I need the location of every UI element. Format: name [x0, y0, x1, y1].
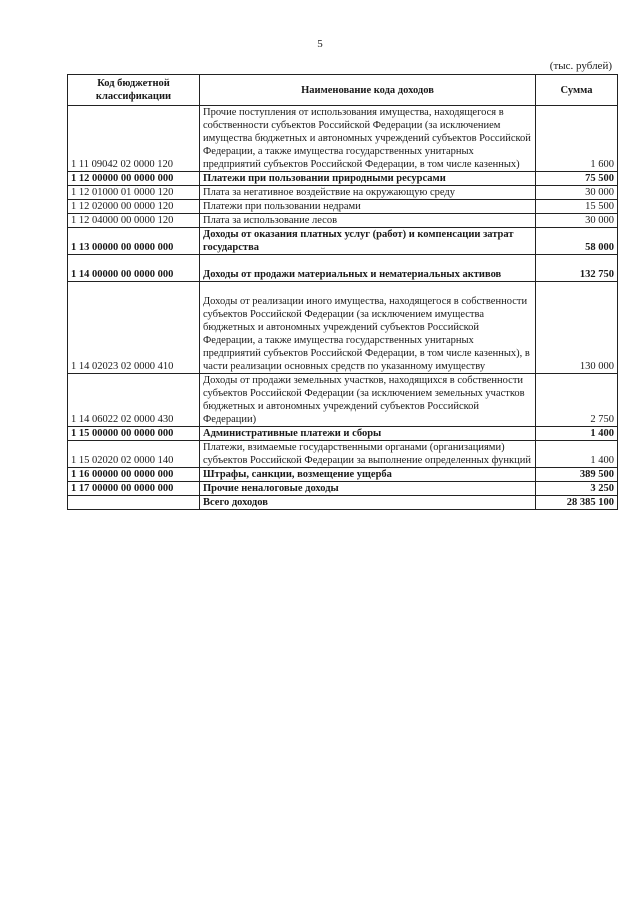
row-code: 1 11 09042 02 0000 120 [68, 106, 200, 172]
row-code: 1 15 00000 00 0000 000 [68, 427, 200, 441]
row-code: 1 16 00000 00 0000 000 [68, 468, 200, 482]
row-name: Платежи, взимаемые государственными органами (организациями) субъектов Российской Федерации за выполнение определенных функций [200, 441, 536, 468]
table-row [68, 186, 618, 200]
row-name: Платежи при пользовании недрами [200, 200, 536, 214]
row-name: Плата за использование лесов [200, 214, 536, 228]
header-code: Код бюджетной классификации [68, 75, 200, 106]
row-code: 1 12 00000 00 0000 000 [68, 172, 200, 186]
row-name: Доходы от оказания платных услуг (работ) и компенсации затрат государства [200, 228, 536, 255]
row-amount: 1 600 [536, 106, 618, 172]
row-code: 1 14 00000 00 0000 000 [68, 255, 200, 282]
table-row [68, 228, 618, 255]
table-row [68, 482, 618, 496]
row-code: 1 17 00000 00 0000 000 [68, 482, 200, 496]
row-amount: 1 400 [536, 427, 618, 441]
units-label: (тыс. рублей) [549, 60, 612, 72]
table-row [68, 255, 618, 282]
row-code: 1 13 00000 00 0000 000 [68, 228, 200, 255]
row-amount: 132 750 [536, 255, 618, 282]
row-code: 1 14 06022 02 0000 430 [68, 374, 200, 427]
row-amount: 30 000 [536, 214, 618, 228]
row-name: Прочие поступления от использования имущества, находящегося в собственности субъектов Российской Федерации (за исключением имущества бюджетных и автономных учреждений субъектов Российской Федерации, а также имущества государственных унитарных предприятий субъектов Российской Федерации, в том числе казенных) [200, 106, 536, 172]
row-name: Штрафы, санкции, возмещение ущерба [200, 468, 536, 482]
revenue-table [67, 74, 618, 510]
row-amount: 30 000 [536, 186, 618, 200]
row-name: Платежи при пользовании природными ресурсами [200, 172, 536, 186]
table-row [68, 214, 618, 228]
page-number: 5 [317, 38, 323, 50]
total-amount: 28 385 100 [536, 496, 618, 510]
row-amount: 15 500 [536, 200, 618, 214]
row-amount: 130 000 [536, 282, 618, 374]
row-code: 1 12 01000 01 0000 120 [68, 186, 200, 200]
row-name: Плата за негативное воздействие на окружающую среду [200, 186, 536, 200]
table-row [68, 427, 618, 441]
table-row [68, 106, 618, 172]
total-row [68, 496, 618, 510]
row-amount: 75 500 [536, 172, 618, 186]
row-name: Административные платежи и сборы [200, 427, 536, 441]
row-code: 1 12 02000 00 0000 120 [68, 200, 200, 214]
total-label: Всего доходов [200, 496, 536, 510]
row-amount: 2 750 [536, 374, 618, 427]
table-row [68, 441, 618, 468]
table-row [68, 172, 618, 186]
row-name: Доходы от продажи земельных участков, находящихся в собственности субъектов Российской Федерации (за исключением земельных участков бюджетных и автономных учреждений субъектов Российской Федерации) [200, 374, 536, 427]
row-amount: 389 500 [536, 468, 618, 482]
row-amount: 1 400 [536, 441, 618, 468]
row-code: 1 14 02023 02 0000 410 [68, 282, 200, 374]
table-row [68, 468, 618, 482]
table-row [68, 374, 618, 427]
header-amount: Сумма [536, 75, 618, 106]
row-name: Прочие неналоговые доходы [200, 482, 536, 496]
row-amount: 3 250 [536, 482, 618, 496]
table-row [68, 200, 618, 214]
table-header-row [68, 75, 618, 106]
header-name: Наименование кода доходов [200, 75, 536, 106]
table-row [68, 282, 618, 374]
row-name: Доходы от продажи материальных и нематериальных активов [200, 255, 536, 282]
row-code: 1 12 04000 00 0000 120 [68, 214, 200, 228]
row-code [68, 496, 200, 510]
row-name: Доходы от реализации иного имущества, находящегося в собственности субъектов Российской Федерации (за исключением имущества бюджетных и автономных учреждений субъектов Российской Федерации, а также имущества государственных унитарных предприятий субъектов Российской Федерации, в том числе казенных), в части реализации основных средств по указанному имуществу [200, 282, 536, 374]
row-amount: 58 000 [536, 228, 618, 255]
row-code: 1 15 02020 02 0000 140 [68, 441, 200, 468]
